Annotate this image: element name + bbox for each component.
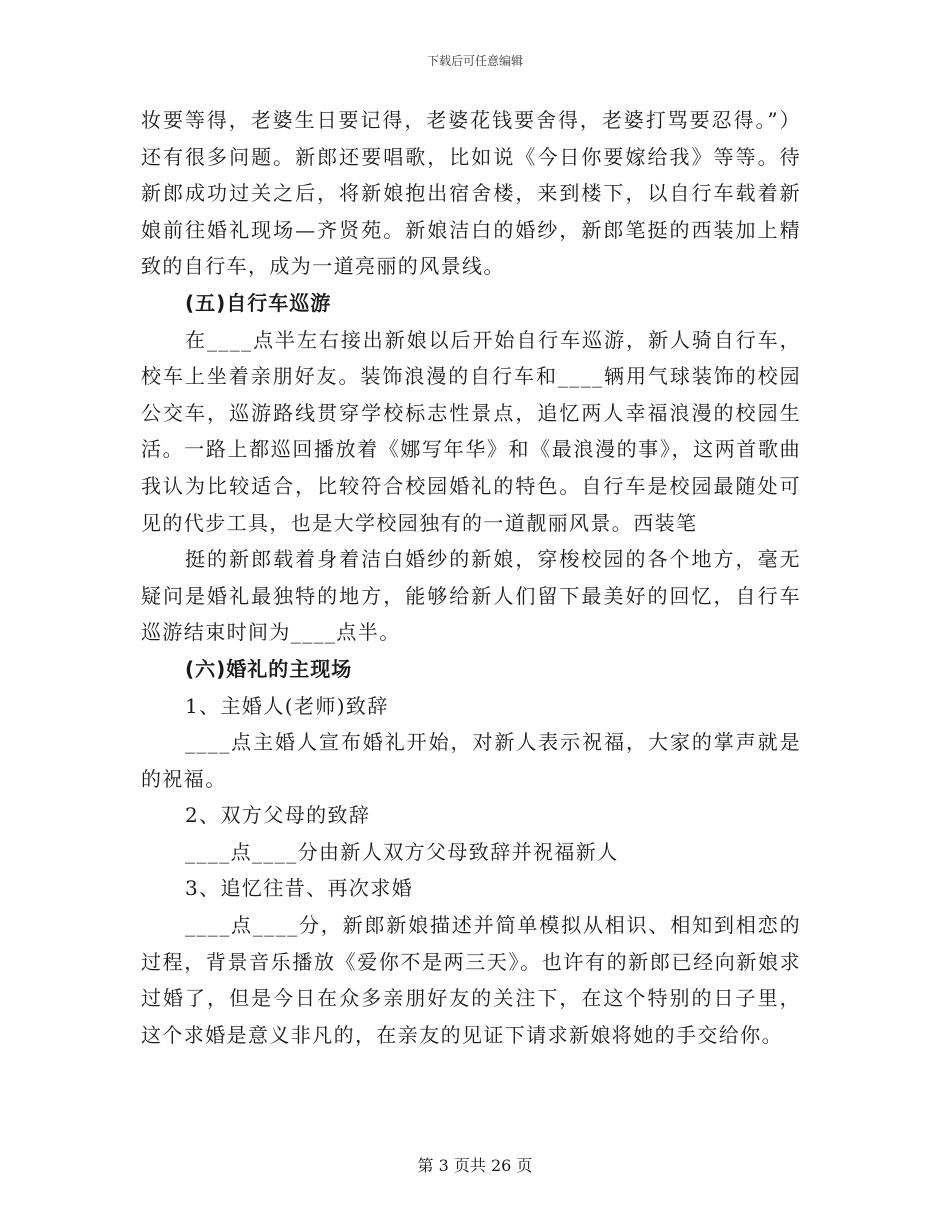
page-header: 下载后可任意编辑 <box>426 54 523 68</box>
subheading-officiant-speech: 1、主婚人(老师)致辞 <box>185 693 389 718</box>
paragraph-bicycle-tour-end: 挺的新郎载着身着洁白婚纱的新娘，穿梭校园的各个地方，毫无疑问是婚礼最独特的地方，能够给新人们留下最美好的回忆，自行车巡游结束时间为____点半。 <box>141 547 801 645</box>
paragraph-wedding-games: 妆要等得，老婆生日要记得，老婆花钱要舍得，老婆打骂要忍得。”）还有很多问题。新郎还要唱歌，比如说《今日你要嫁给我》等等。待新郎成功过关之后，将新娘抱出宿舍楼，来到楼下，以自行车载着新娘前往婚礼现场—齐贤苑。新娘洁白的婚纱，新郎笔挺的西装加上精致的自行车，成为一道亮丽的风景线。 <box>141 108 801 279</box>
subheading-parents-speech: 2、双方父母的致辞 <box>185 803 371 828</box>
paragraph-proposal: ____点____分，新郎新娘描述并简单模拟从相识、相知到相恋的过程，背景音乐播放《爱你不是两三天》。也许有的新郎已经向新娘求过婚了，但是今日在众多亲朋好友的关注下，在这个特别的日子里，这个求婚是意义非凡的，在亲友的见证下请求新娘将她的手交给你。 <box>141 913 801 1047</box>
paragraph-officiant-speech: ____点主婚人宣布婚礼开始，对新人表示祝福，大家的掌声就是的祝福。 <box>141 730 801 791</box>
paragraph-parents-speech: ____点____分由新人双方父母致辞并祝福新人 <box>185 839 619 864</box>
subheading-proposal: 3、追忆往昔、再次求婚 <box>185 876 414 901</box>
section-heading-bicycle-tour: (五)自行车巡游 <box>185 290 332 315</box>
paragraph-bicycle-tour: 在____点半左右接出新娘以后开始自行车巡游，新人骑自行车，校车上坐着亲朋好友。装饰浪漫的自行车和____辆用气球装饰的校园公交车，巡游路线贯穿学校标志性景点，追忆两人幸福浪漫的校园生活。一路上都巡回播放着《娜写年华》和《最浪漫的事》，这两首歌曲我认为比较适合，比较符合校园婚礼的特色。自行车是校园最随处可见的代步工具，也是大学校园独有的一道靓丽风景。西装笔 <box>141 327 801 535</box>
page-number: 第 3 页共 26 页 <box>417 1156 533 1175</box>
document-body <box>141 102 801 1053</box>
section-heading-main-venue: (六)婚礼的主现场 <box>185 656 353 681</box>
